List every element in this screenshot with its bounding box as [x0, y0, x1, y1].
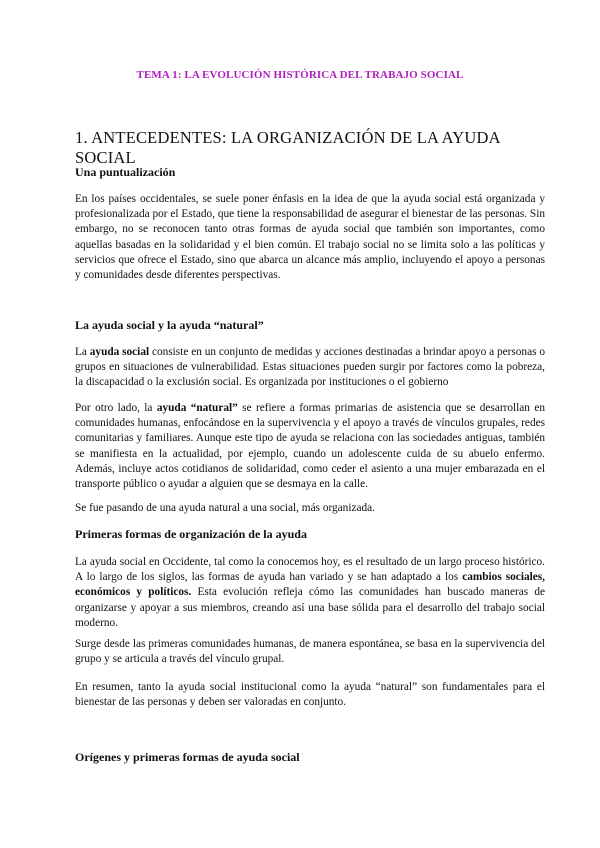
paragraph-resumen: En resumen, tanto la ayuda social institucional como la ayuda “natural” son fundamentales para el bienestar de las personas y deben ser valoradas en conjunto. — [75, 681, 545, 709]
section-title: 1. ANTECEDENTES: LA ORGANIZACIÓN DE LA AYUDA SOCIAL — [75, 128, 500, 167]
subheading-puntualizacion: Una puntualización — [75, 165, 176, 179]
text-run: Por otro lado, la — [75, 402, 157, 414]
paragraph-ayuda-occidente — [75, 555, 545, 631]
paragraph-transicion: Se fue pasando de una ayuda natural a una social, más organizada. — [75, 502, 375, 514]
subheading-origenes: Orígenes y primeras formas de ayuda social — [75, 750, 300, 764]
text-run: La — [75, 346, 90, 358]
paragraph-ayuda-natural — [75, 401, 545, 492]
bold-term-cambios: cambios sociales, económicos y políticos. — [75, 571, 545, 599]
text-run: se refiere a formas primarias de asistencia que se desarrollan en comunidades humanas, enfocándose en la supervivencia y el apoyo a través de vínculos grupales, redes comunitarias y familiares. Aunque este tipo de ayuda se relaciona con las sociedades antiguas, también se manifiesta en la actualidad, por ejemplo, cuando un adolescente cuida de su abuelo enfermo. Además, incluye actos cotidianos de solidaridad, como ceder el asiento a una mujer embarazada en el transporte público o ayudar a alguien que se desmaya en la calle. — [75, 402, 545, 491]
subheading-ayuda-natural: La ayuda social y la ayuda “natural” — [75, 318, 264, 332]
bold-term-ayuda-social: ayuda social — [89, 346, 150, 358]
paragraph-surgimiento: Surge desde las primeras comunidades humanas, de manera espontánea, se basa en la supervivencia del grupo y se articula a través del vínculo grupal. — [75, 638, 545, 666]
text-run: consiste en un conjunto de medidas y acciones destinadas a brindar apoyo a personas o grupos en situaciones de vulnerabilidad. Estas situaciones pueden surgir por factores como la pobreza, la discapacidad o la exclusión social. Es organizada por instituciones o el gobierno — [75, 346, 545, 389]
subheading-primeras-formas: Primeras formas de organización de la ayuda — [75, 527, 307, 541]
paragraph-puntualizacion: En los países occidentales, se suele poner énfasis en la idea de que la ayuda social está organizada y profesionalizada por el Estado, que tiene la responsabilidad de asegurar el bienestar de las personas. Sin embargo, no se reconocen tanto otras formas de ayuda social que también son importantes, como aquellas basadas en la solidaridad y el bien común. El trabajo social no se limita solo a las políticas y servicios que ofrece el Estado, sino que abarca un alcance más amplio, incluyendo el apoyo a personas y comunidades desde diferentes perspectivas. — [75, 193, 545, 282]
text-run: La ayuda social en Occidente, tal como la conocemos hoy, es el resultado de un largo proceso histórico. A lo largo de los siglos, las formas de ayuda han variado y se han adaptado a los — [75, 556, 545, 584]
document-header-title: TEMA 1: LA EVOLUCIÓN HISTÓRICA DEL TRABAJO SOCIAL — [136, 69, 464, 81]
bold-term-ayuda-natural: ayuda “natural” — [156, 402, 238, 414]
paragraph-ayuda-social — [75, 345, 545, 391]
text-run: Esta evolución refleja cómo las comunidades han buscado maneras de organizarse y apoyar a sus miembros, creando así una base sólida para el desarrollo del trabajo social moderno. — [75, 586, 545, 629]
